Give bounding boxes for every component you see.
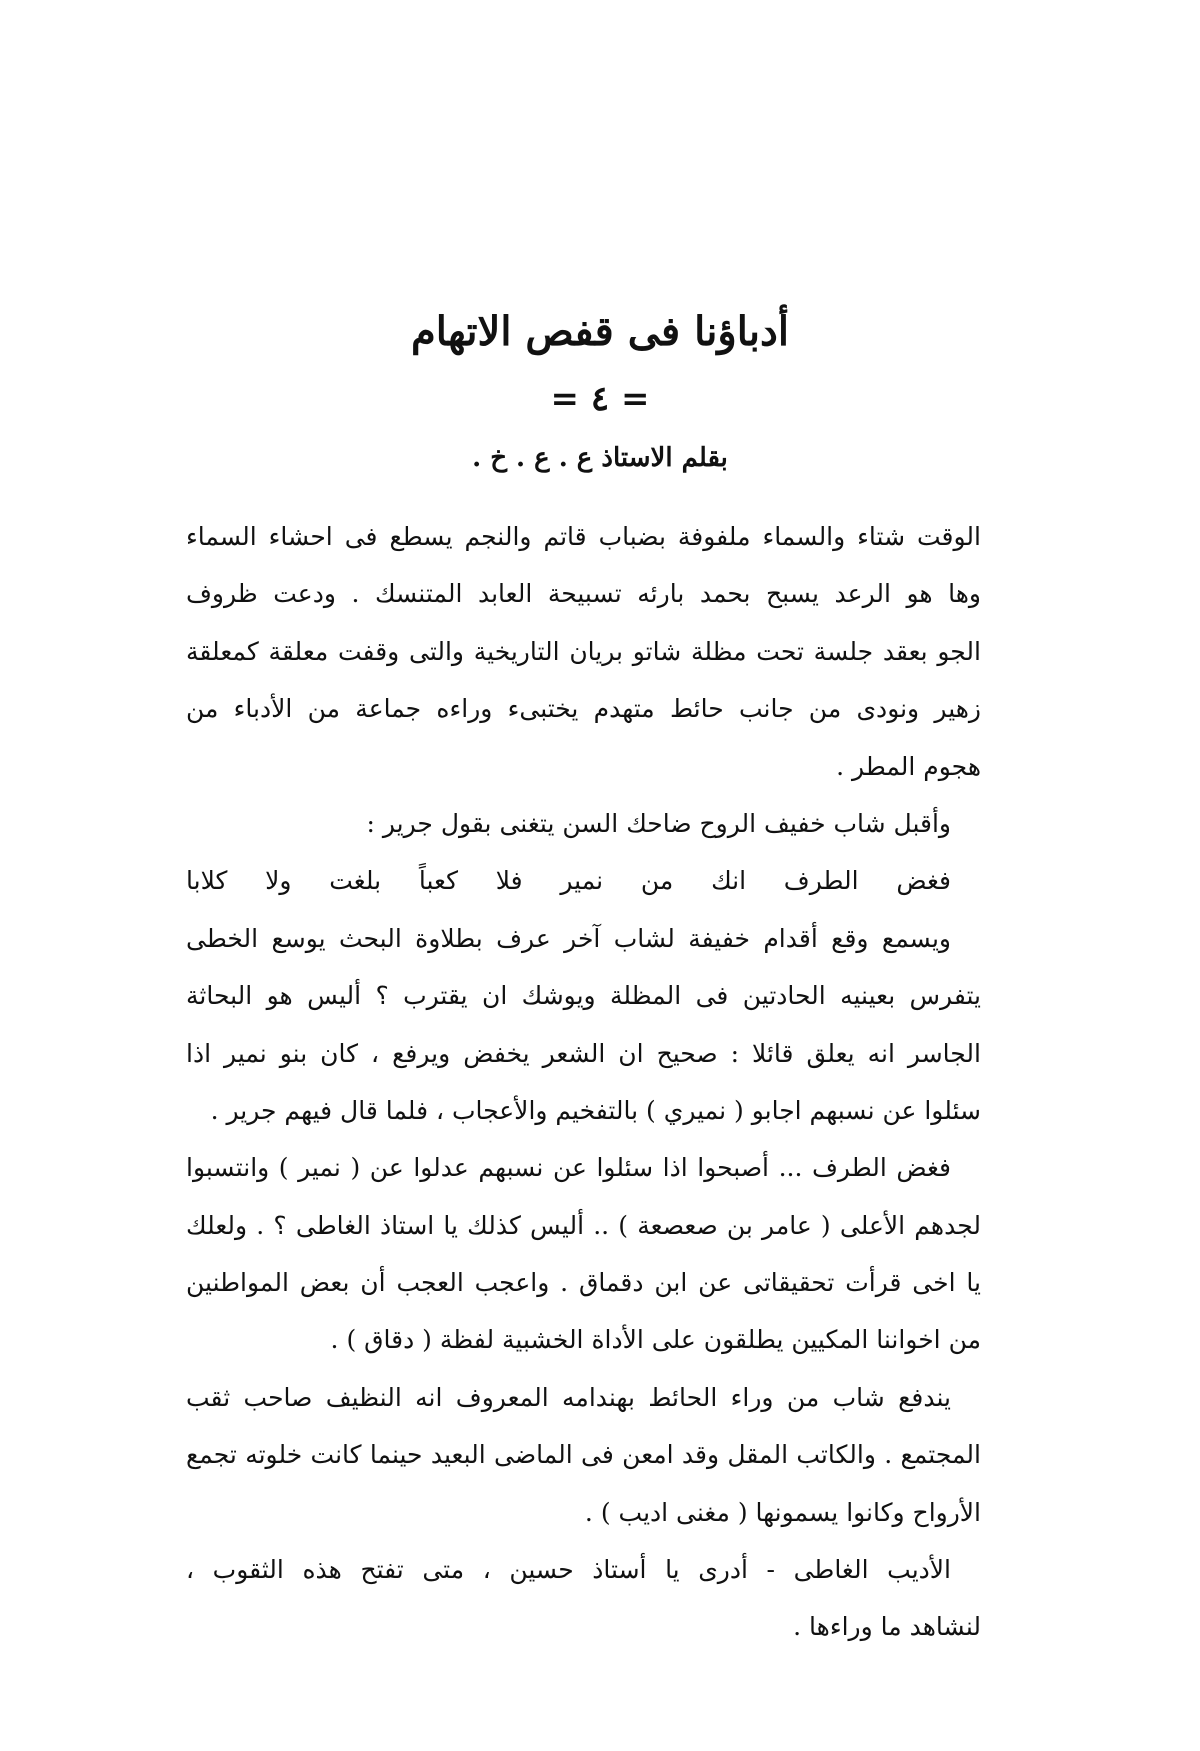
author-byline: بقلم الاستاذ ع . ع . خ . bbox=[472, 443, 728, 473]
part-number: = ٤ = bbox=[550, 379, 650, 419]
text-line: زهير ونودى من جانب حائط متهدم يختبىء وراءه جماعة من الأدباء من bbox=[186, 694, 981, 724]
text-line: الجو بعقد جلسة تحت مظلة شاتو بريان التاريخية والتى وقفت معلقة كمعلقة bbox=[186, 636, 981, 666]
text-line: هجوم المطر . bbox=[836, 751, 981, 781]
article-title: أدباؤنا فى قفص الاتهام bbox=[411, 308, 789, 355]
text-line: الأرواح وكانوا يسمونها ( مغنى اديب ) . bbox=[584, 1497, 981, 1527]
text-line: فغض الطرف ... أصبحوا اذا سئلوا عن نسبهم عدلوا عن ( نمير ) وانتسبوا bbox=[186, 1153, 951, 1183]
text-line: ويسمع وقع أقدام خفيفة لشاب آخر عرف بطلاوة البحث يوسع الخطى bbox=[186, 923, 951, 953]
text-line: وأقبل شاب خفيف الروح ضاحك السن يتغنى بقول جرير : bbox=[366, 808, 951, 838]
text-line: الأديب الغاطى - أدرى يا أستاذ حسين ، متى تفتح هذه الثقوب ، bbox=[186, 1555, 951, 1585]
text-line: من اخواننا المكيين يطلقون على الأداة الخشبية لفظة ( دقاق ) . bbox=[330, 1325, 981, 1355]
text-line: المجتمع . والكاتب المقل وقد امعن فى الماضى البعيد حينما كانت خلوته تجمع bbox=[186, 1440, 981, 1470]
text-line: الجاسر انه يعلق قائلا : صحيح ان الشعر يخفض ويرفع ، كان بنو نمير اذا bbox=[186, 1038, 981, 1068]
text-line: يندفع شاب من وراء الحائط بهندامه المعروف انه النظيف صاحب ثقب bbox=[186, 1382, 951, 1412]
text-line: لنشاهد ما وراءها . bbox=[793, 1612, 981, 1642]
text-line: لجدهم الأعلى ( عامر بن صعصعة ) .. أليس كذلك يا استاذ الغاطى ؟ . ولعلك bbox=[186, 1210, 981, 1240]
text-line: يا اخى قرأت تحقيقاتى عن ابن دقماق . واعجب العجب أن بعض المواطنين bbox=[186, 1268, 981, 1298]
verse-line: فغض الطرف انك من نمير فلا كعباً بلغت ولا كلابا bbox=[186, 866, 951, 896]
text-line: يتفرس بعينيه الحادتين فى المظلة ويوشك ان يقترب ؟ أليس هو البحاثة bbox=[186, 981, 981, 1011]
text-line: وها هو الرعد يسبح بحمد بارئه تسبيحة العابد المتنسك . ودعت ظروف bbox=[186, 579, 981, 609]
text-line: سئلوا عن نسبهم اجابو ( نميري ) بالتفخيم والأعجاب ، فلما قال فيهم جرير . bbox=[210, 1095, 981, 1125]
article-body bbox=[186, 508, 981, 1656]
text-line: الوقت شتاء والسماء ملفوفة بضباب قاتم والنجم يسطع فى احشاء السماء bbox=[186, 522, 981, 551]
